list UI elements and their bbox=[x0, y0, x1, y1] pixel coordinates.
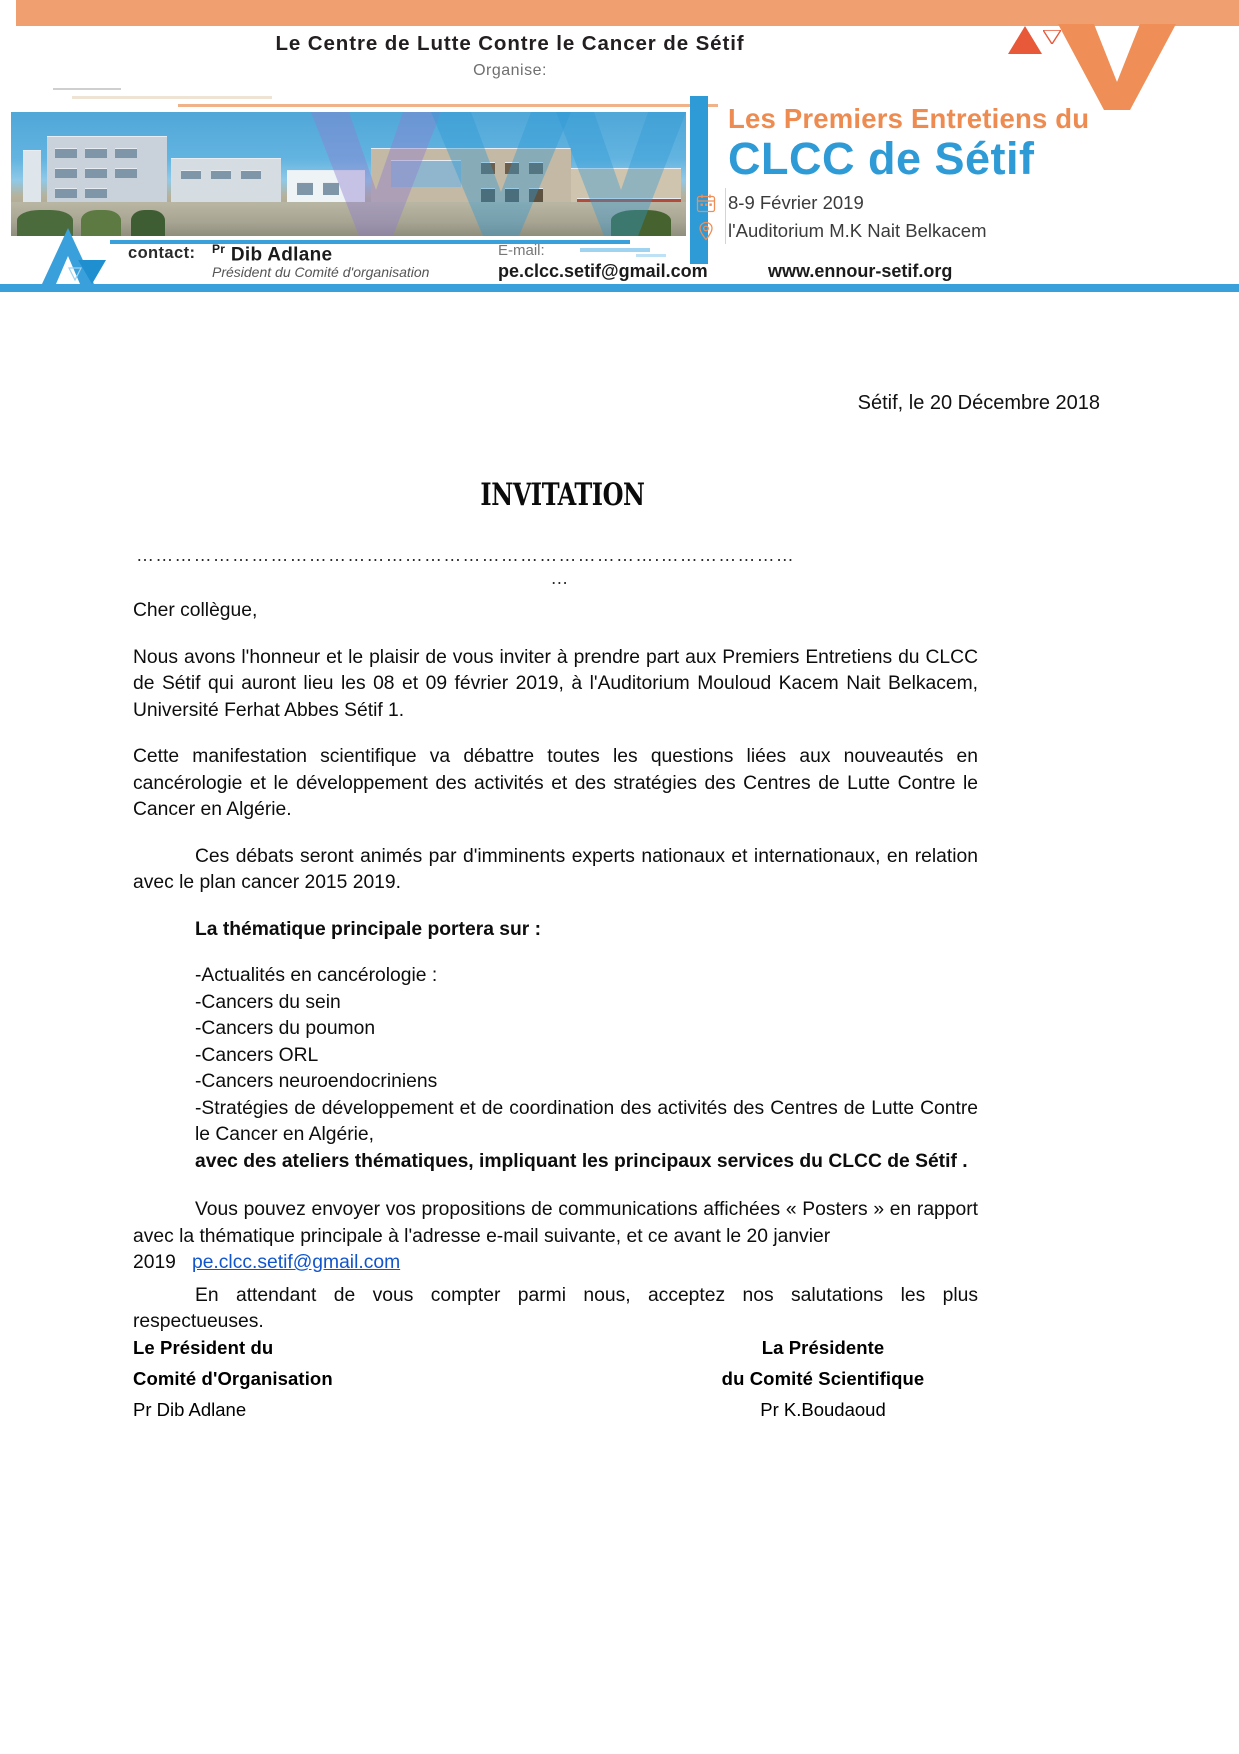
event-title-line1: Les Premiers Entretiens du bbox=[728, 103, 1090, 134]
signature-right-line1: La Présidente bbox=[761, 1337, 885, 1358]
event-venue: l'Auditorium M.K Nait Belkacem bbox=[728, 220, 987, 241]
letter-paragraph-5: En attendant de vous compter parmi nous, acceptez nos salutations les plus respectueuses. bbox=[133, 1284, 978, 1332]
contact-name-prefix: Pr bbox=[212, 242, 226, 256]
list-item: -Cancers du sein bbox=[195, 991, 341, 1013]
letter-paragraph-3: Ces débats seront animés par d'imminents experts nationaux et internationaux, en relation avec le plan cancer 2015 2019. bbox=[133, 845, 978, 893]
organizer-subtitle: Organise: bbox=[473, 62, 547, 79]
photo-underline-3 bbox=[636, 254, 666, 257]
letter-paragraph-2: Cette manifestation scientifique va débattre toutes les questions liées aux nouveautés en cancérologie et le développement des activités et des stratégies des Centres de Lutte Contre le Cancer en Algérie. bbox=[133, 746, 978, 820]
signature-left bbox=[133, 1332, 333, 1425]
signature-right-line2: du Comité Scientifique bbox=[721, 1368, 925, 1389]
signature-left-line2: Comité d'Organisation bbox=[133, 1368, 333, 1389]
letter-salutation: Cher collègue, bbox=[133, 600, 258, 621]
decorative-rule-2 bbox=[72, 96, 272, 99]
list-item: -Cancers neuroendocriniens bbox=[195, 1071, 438, 1092]
banner-bottom-blue-strip bbox=[0, 284, 1239, 292]
location-pin-icon bbox=[696, 221, 716, 241]
submission-year: 2019 bbox=[133, 1252, 176, 1273]
list-item: -Actualités en cancérologie : bbox=[195, 965, 438, 986]
event-dates: 8-9 Février 2019 bbox=[728, 192, 864, 213]
page-title: INVITATION bbox=[480, 477, 645, 513]
signature-left-name: Pr Dib Adlane bbox=[133, 1399, 247, 1420]
list-item-workshops: avec des ateliers thématiques, impliquant les principaux services du CLCC de Sétif . bbox=[195, 1150, 968, 1172]
signature-right bbox=[633, 1332, 1013, 1425]
decorative-rule-3 bbox=[178, 104, 718, 107]
organizer-title: Le Centre de Lutte Contre le Cancer de Sétif bbox=[275, 32, 745, 55]
event-meta-divider bbox=[725, 188, 726, 244]
theme-list bbox=[133, 963, 978, 1175]
list-item: -Cancers du poumon bbox=[195, 1018, 376, 1039]
banner-email-value[interactable]: pe.clcc.setif@gmail.com bbox=[498, 261, 708, 281]
recipient-dotted-line-1: ……………………………………………………………………….………………… bbox=[136, 545, 796, 565]
photo-underline-2 bbox=[580, 248, 650, 252]
letter-body bbox=[133, 598, 978, 1356]
email-label: E-mail: bbox=[498, 242, 545, 259]
event-title-line2: CLCC de Sétif bbox=[728, 133, 1035, 184]
theme-heading: La thématique principale portera sur : bbox=[195, 918, 542, 940]
banner-top-orange-strip bbox=[16, 0, 1239, 26]
decorative-rule-1 bbox=[53, 88, 121, 90]
banner-website[interactable]: www.ennour-setif.org bbox=[768, 261, 953, 281]
letter-paragraph-1: Nous avons l'honneur et le plaisir de vous inviter à prendre part aux Premiers Entretiens du CLCC de Sétif qui auront lieu les 08 et 09 février 2019, à l'Auditorium Mouloud Kacem Nait Belkacem, Université Ferhat Abbes Sétif 1. bbox=[133, 646, 978, 721]
contact-name bbox=[212, 242, 332, 266]
chevron-v-logo-icon bbox=[1058, 24, 1176, 110]
signature-right-name: Pr K.Boudaoud bbox=[760, 1399, 886, 1420]
contact-name-value: Dib Adlane bbox=[230, 244, 333, 266]
list-item: -Cancers ORL bbox=[195, 1044, 319, 1066]
event-header-banner bbox=[0, 0, 1239, 292]
letter-email-line bbox=[133, 1250, 978, 1277]
letter-date: Sétif, le 20 Décembre 2018 bbox=[857, 392, 1100, 414]
triangle-up-icon bbox=[1008, 26, 1042, 54]
contact-label: contact: bbox=[128, 244, 196, 262]
contact-role: Président du Comité d'organisation bbox=[212, 264, 430, 280]
calendar-icon bbox=[696, 193, 716, 213]
list-item-strategies: -Stratégies de développement et de coordination des activités des Centres de Lutte Contre le Cancer en Algérie, bbox=[195, 1097, 978, 1145]
recipient-dotted-line-2: … bbox=[550, 568, 570, 588]
letter-paragraph-4-text: Vous pouvez envoyer vos propositions de communications affichées « Posters » en rapport avec la thématique principale à l'adresse e-mail suivante, et ce avant le 20 janvier bbox=[133, 1199, 978, 1247]
signature-left-line1: Le Président du bbox=[133, 1337, 274, 1358]
hospital-photo bbox=[11, 112, 686, 236]
letter-paragraph-4 bbox=[133, 1197, 978, 1250]
submission-email-link[interactable]: pe.clcc.setif@gmail.com bbox=[191, 1252, 401, 1273]
clcc-logo-icon bbox=[42, 228, 120, 284]
